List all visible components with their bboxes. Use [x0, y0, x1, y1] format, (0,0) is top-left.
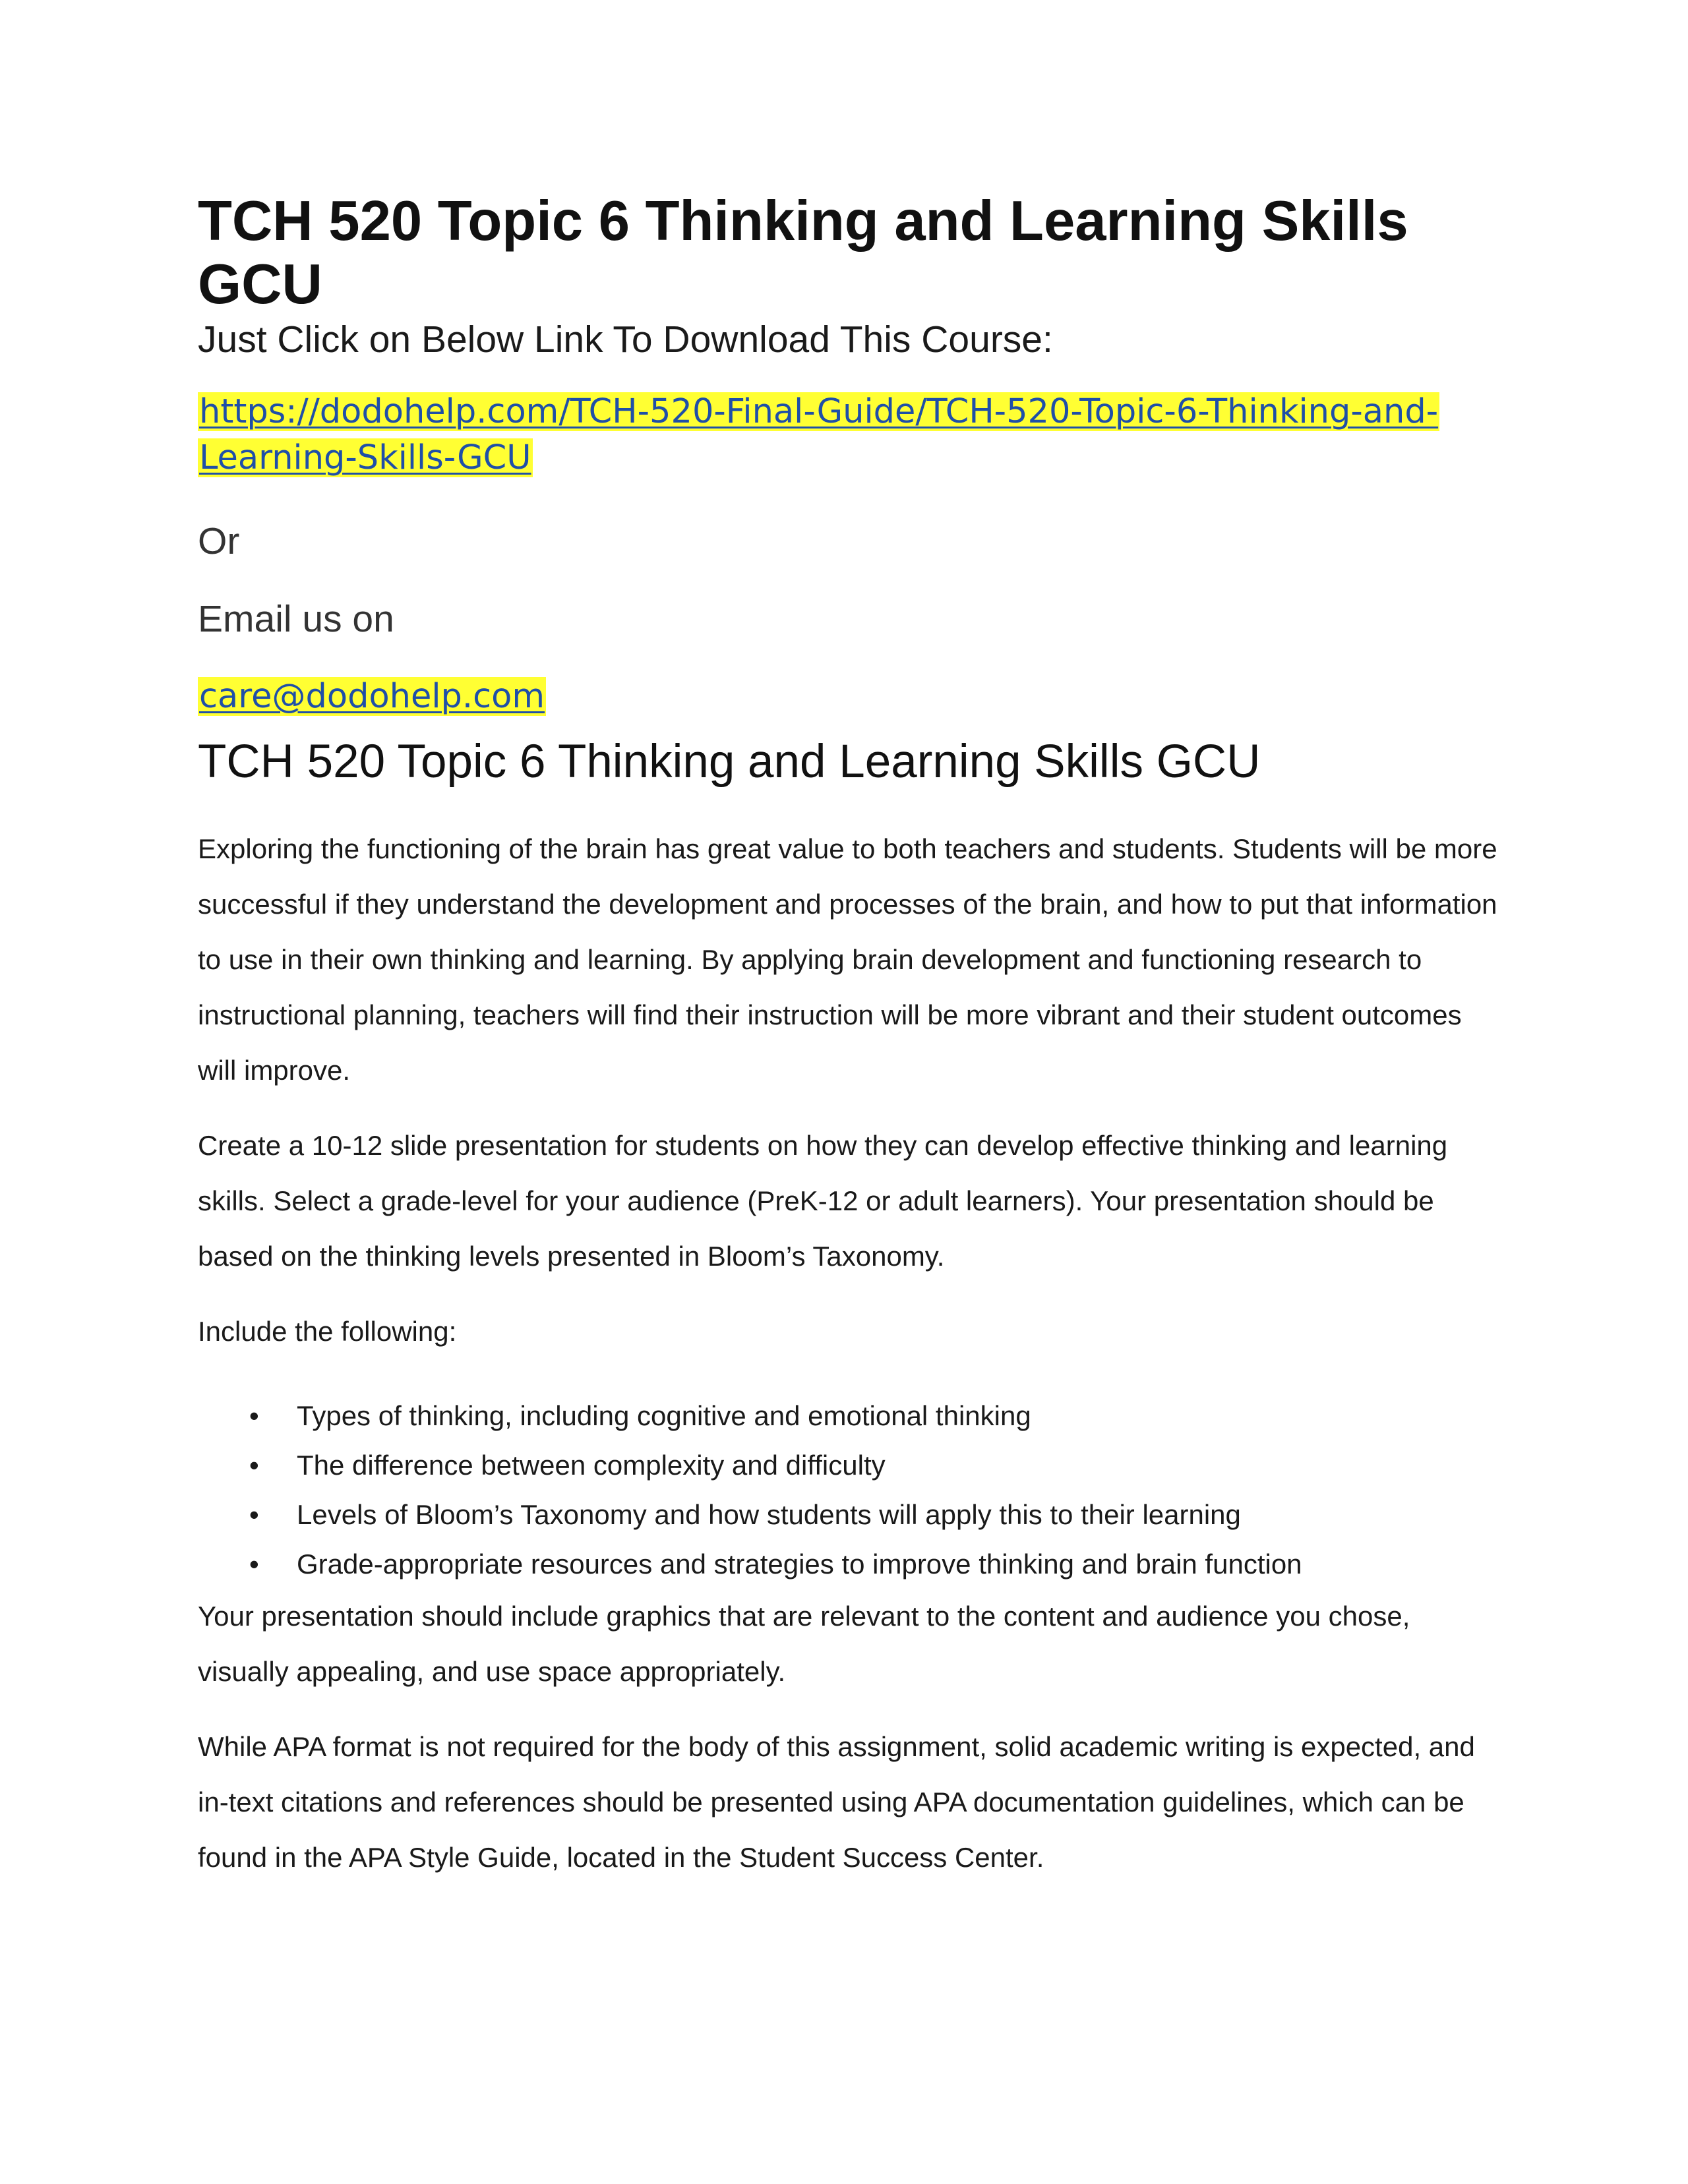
list-item-text: The difference between complexity and difficulty	[297, 1450, 886, 1481]
list-item	[198, 1490, 1503, 1539]
apa-paragraph: While APA format is not required for the body of this assignment, solid academic writing is expected, and in-text citations and references should be presented using APA documentation guidelines, which can be found in the APA Style Guide, located in the Student Success Center.	[198, 1731, 1475, 1873]
assignment-paragraph: Create a 10-12 slide presentation for students on how they can develop effective thinking and learning skills. Select a grade-level for your audience (PreK-12 or adult learners). Your presentation should be based on the thinking levels presented in Bloom’s Taxonomy.	[198, 1130, 1448, 1272]
list-item	[198, 1539, 1503, 1589]
include-label: Include the following:	[198, 1316, 457, 1347]
email-link[interactable]: care@dodohelp.com	[199, 677, 545, 716]
document-page	[198, 190, 1503, 1885]
download-link[interactable]: https://dodohelp.com/TCH-520-Final-Guide/TCH-520-Topic-6-Thinking-and-Learning-Skills-GCU	[199, 392, 1439, 477]
list-item	[198, 1391, 1503, 1440]
bullet-icon: •	[249, 1450, 259, 1481]
list-item-text: Levels of Bloom’s Taxonomy and how students will apply this to their learning	[297, 1499, 1241, 1530]
email-block	[198, 674, 1503, 720]
document-title: TCH 520 Topic 6 Thinking and Learning Skills GCU	[198, 190, 1408, 316]
list-item	[198, 1440, 1503, 1490]
download-instruction: Just Click on Below Link To Download This Course:	[198, 318, 1053, 361]
section-heading: TCH 520 Topic 6 Thinking and Learning Skills GCU	[198, 736, 1261, 788]
requirements-list	[198, 1391, 1503, 1589]
bullet-icon: •	[249, 1549, 259, 1579]
list-item-text: Types of thinking, including cognitive and emotional thinking	[297, 1400, 1031, 1431]
or-text: Or	[198, 520, 240, 562]
list-item-text: Grade-appropriate resources and strategies to improve thinking and brain function	[297, 1549, 1302, 1579]
bullet-icon: •	[249, 1499, 259, 1530]
download-link-block	[198, 389, 1503, 481]
bullet-icon: •	[249, 1400, 259, 1431]
intro-paragraph: Exploring the functioning of the brain has great value to both teachers and students. Students will be more successful if they understand the development and processes of the brain, and how to put that information to use in their own thinking and learning. By applying brain development and functioning research to instructional planning, teachers will find their instruction will be more vibrant and their student outcomes will improve.	[198, 833, 1497, 1086]
graphics-paragraph: Your presentation should include graphics that are relevant to the content and audience you chose, visually appealing, and use space appropriately.	[198, 1601, 1410, 1687]
email-label: Email us on	[198, 598, 394, 640]
